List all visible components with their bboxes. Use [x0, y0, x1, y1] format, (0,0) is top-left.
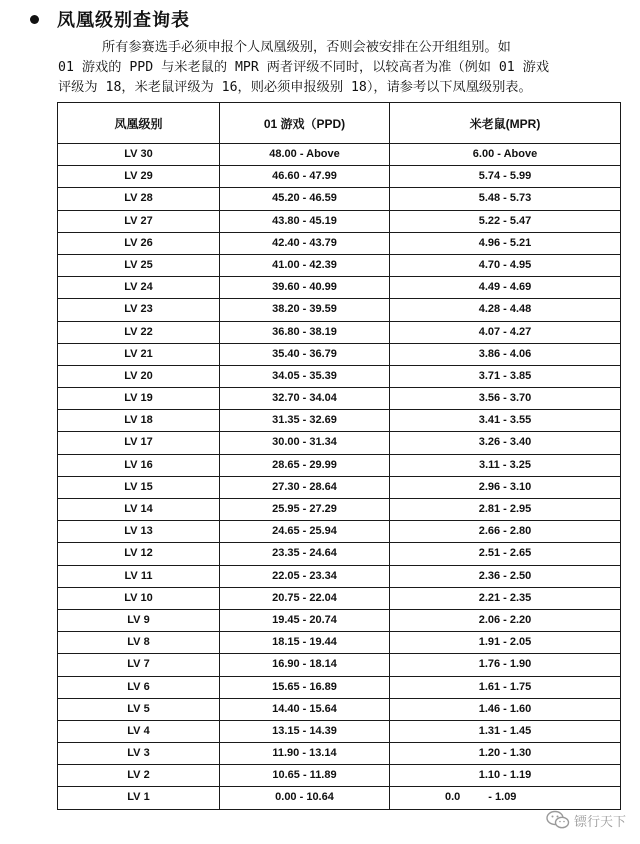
table-row [58, 543, 621, 565]
level-cell: LV 30 [58, 144, 220, 166]
table-header-row [58, 103, 621, 144]
table-row [58, 787, 621, 809]
level-cell: LV 21 [58, 343, 220, 365]
ppd-cell: 32.70 - 34.04 [220, 388, 390, 410]
intro-line-2: 01 游戏的 PPD 与米老鼠的 MPR 两者评级不同时，以较高者为准（例如 01 游戏 [58, 60, 550, 75]
level-cell: LV 12 [58, 543, 220, 565]
level-cell: LV 7 [58, 654, 220, 676]
ppd-cell: 28.65 - 29.99 [220, 454, 390, 476]
table-row [58, 343, 621, 365]
mpr-cell: 3.56 - 3.70 [390, 388, 621, 410]
table-row [58, 454, 621, 476]
table-row [58, 321, 621, 343]
level-cell: LV 3 [58, 743, 220, 765]
level-cell: LV 20 [58, 365, 220, 387]
mpr-cell: 4.96 - 5.21 [390, 232, 621, 254]
ppd-cell: 15.65 - 16.89 [220, 676, 390, 698]
level-cell: LV 4 [58, 720, 220, 742]
table-row [58, 188, 621, 210]
ppd-cell: 13.15 - 14.39 [220, 720, 390, 742]
ppd-cell: 11.90 - 13.14 [220, 743, 390, 765]
level-cell: LV 13 [58, 521, 220, 543]
table-row [58, 499, 621, 521]
level-cell: LV 2 [58, 765, 220, 787]
ppd-cell: 20.75 - 22.04 [220, 587, 390, 609]
ppd-cell: 24.65 - 25.94 [220, 521, 390, 543]
mpr-cell: 2.66 - 2.80 [390, 521, 621, 543]
table-row [58, 277, 621, 299]
level-cell: LV 26 [58, 232, 220, 254]
mpr-cell: 5.22 - 5.47 [390, 210, 621, 232]
level-cell: LV 24 [58, 277, 220, 299]
mpr-cell: 6.00 - Above [390, 144, 621, 166]
mpr-cell: 3.11 - 3.25 [390, 454, 621, 476]
mpr-cell: 2.06 - 2.20 [390, 609, 621, 631]
mpr-cell: 4.49 - 4.69 [390, 277, 621, 299]
mpr-cell: 1.91 - 2.05 [390, 632, 621, 654]
ppd-cell: 45.20 - 46.59 [220, 188, 390, 210]
mpr-cell: 3.86 - 4.06 [390, 343, 621, 365]
table-row [58, 521, 621, 543]
ppd-cell: 14.40 - 15.64 [220, 698, 390, 720]
table-row [58, 299, 621, 321]
watermark-text: 镖行天下 [573, 814, 626, 830]
mpr-cell: 2.51 - 2.65 [390, 543, 621, 565]
wechat-icon [546, 810, 570, 830]
mpr-cell: 1.20 - 1.30 [390, 743, 621, 765]
level-cell: LV 8 [58, 632, 220, 654]
level-cell: LV 9 [58, 609, 220, 631]
level-cell: LV 5 [58, 698, 220, 720]
ppd-cell: 0.00 - 10.64 [220, 787, 390, 809]
ppd-cell: 48.00 - Above [220, 144, 390, 166]
mpr-cell: 1.46 - 1.60 [390, 698, 621, 720]
table-row [58, 743, 621, 765]
level-cell: LV 17 [58, 432, 220, 454]
ppd-cell: 31.35 - 32.69 [220, 410, 390, 432]
ppd-cell: 19.45 - 20.74 [220, 609, 390, 631]
ppd-cell: 42.40 - 43.79 [220, 232, 390, 254]
table-row [58, 654, 621, 676]
table-row [58, 476, 621, 498]
ppd-cell: 46.60 - 47.99 [220, 166, 390, 188]
mpr-cell: 5.74 - 5.99 [390, 166, 621, 188]
table-row [58, 676, 621, 698]
mpr-cell: 4.28 - 4.48 [390, 299, 621, 321]
mpr-cell: 4.07 - 4.27 [390, 321, 621, 343]
level-cell: LV 23 [58, 299, 220, 321]
level-cell: LV 27 [58, 210, 220, 232]
mpr-cell: 2.96 - 3.10 [390, 476, 621, 498]
level-cell: LV 11 [58, 565, 220, 587]
table-row [58, 166, 621, 188]
table-row [58, 232, 621, 254]
mpr-cell: 1.76 - 1.90 [390, 654, 621, 676]
intro-line-1: 所有参赛选手必须申报个人凤凰级别，否则会被安排在公开组组别。如 [102, 40, 511, 55]
ppd-cell: 22.05 - 23.34 [220, 565, 390, 587]
bullet-icon [30, 15, 39, 24]
ppd-cell: 34.05 - 35.39 [220, 365, 390, 387]
mpr-cell: 1.10 - 1.19 [390, 765, 621, 787]
level-cell: LV 10 [58, 587, 220, 609]
ppd-cell: 18.15 - 19.44 [220, 632, 390, 654]
table-row [58, 432, 621, 454]
ppd-cell: 43.80 - 45.19 [220, 210, 390, 232]
table-row [58, 587, 621, 609]
table-row [58, 365, 621, 387]
level-table [57, 102, 621, 810]
table-row [58, 144, 621, 166]
level-cell: LV 25 [58, 254, 220, 276]
level-cell: LV 1 [58, 787, 220, 809]
ppd-cell: 16.90 - 18.14 [220, 654, 390, 676]
ppd-cell: 38.20 - 39.59 [220, 299, 390, 321]
mpr-cell: 5.48 - 5.73 [390, 188, 621, 210]
table-row [58, 410, 621, 432]
level-cell: LV 28 [58, 188, 220, 210]
mpr-cell: 3.71 - 3.85 [390, 365, 621, 387]
mpr-end: - 1.09 [488, 791, 517, 804]
ppd-cell: 41.00 - 42.39 [220, 254, 390, 276]
header-mpr: 米老鼠(MPR) [390, 103, 621, 144]
level-cell: LV 15 [58, 476, 220, 498]
ppd-cell: 27.30 - 28.64 [220, 476, 390, 498]
intro-line-3: 评级为 18，米老鼠评级为 16，则必须申报级别 18），请参考以下凤凰级别表。 [58, 80, 532, 95]
mpr-start: 0.0 [445, 791, 461, 804]
page-title: 凤凰级别查询表 [57, 10, 190, 31]
mpr-cell: 2.21 - 2.35 [390, 587, 621, 609]
header-level: 凤凰级别 [58, 103, 220, 144]
mpr-cell: 3.41 - 3.55 [390, 410, 621, 432]
mpr-cell [390, 787, 621, 809]
ppd-cell: 39.60 - 40.99 [220, 277, 390, 299]
mpr-cell: 1.31 - 1.45 [390, 720, 621, 742]
level-cell: LV 14 [58, 499, 220, 521]
level-cell: LV 29 [58, 166, 220, 188]
mpr-cell: 2.36 - 2.50 [390, 565, 621, 587]
mpr-cell: 3.26 - 3.40 [390, 432, 621, 454]
mpr-cell: 2.81 - 2.95 [390, 499, 621, 521]
table-row [58, 698, 621, 720]
intro-paragraph [58, 38, 618, 98]
level-cell: LV 18 [58, 410, 220, 432]
table-body [58, 144, 621, 810]
table-row [58, 632, 621, 654]
level-cell: LV 16 [58, 454, 220, 476]
section-heading [30, 6, 190, 32]
mpr-cell: 4.70 - 4.95 [390, 254, 621, 276]
level-cell: LV 6 [58, 676, 220, 698]
ppd-cell: 36.80 - 38.19 [220, 321, 390, 343]
watermark [546, 810, 626, 830]
ppd-cell: 35.40 - 36.79 [220, 343, 390, 365]
mpr-cell: 1.61 - 1.75 [390, 676, 621, 698]
level-cell: LV 22 [58, 321, 220, 343]
table-row [58, 765, 621, 787]
table-row [58, 720, 621, 742]
table-row [58, 609, 621, 631]
table-row [58, 210, 621, 232]
ppd-cell: 10.65 - 11.89 [220, 765, 390, 787]
ppd-cell: 23.35 - 24.64 [220, 543, 390, 565]
table-row [58, 388, 621, 410]
table-row [58, 254, 621, 276]
header-ppd: 01 游戏（PPD) [220, 103, 390, 144]
ppd-cell: 30.00 - 31.34 [220, 432, 390, 454]
ppd-cell: 25.95 - 27.29 [220, 499, 390, 521]
table-row [58, 565, 621, 587]
level-cell: LV 19 [58, 388, 220, 410]
